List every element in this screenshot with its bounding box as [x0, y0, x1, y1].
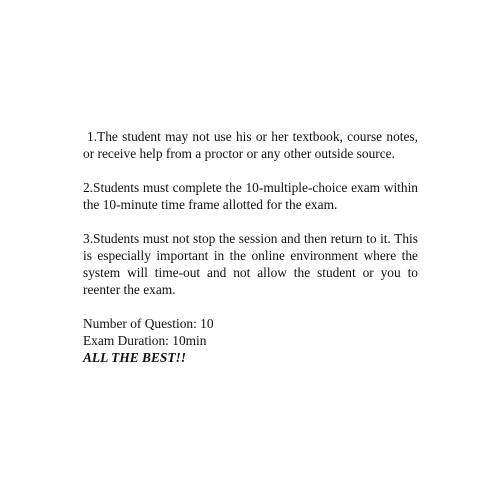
exam-instructions	[83, 128, 418, 366]
exam-duration: Exam Duration: 10min	[83, 333, 207, 348]
rule-1: 1.The student may not use his or her textbook, course notes, or receive help from a proctor or any other outside source.	[83, 129, 418, 161]
question-count: Number of Question: 10	[83, 316, 214, 331]
rule-2: 2.Students must complete the 10-multiple-choice exam within the 10-minute time frame allotted for the exam.	[83, 180, 418, 212]
rule-3: 3.Students must not stop the session and then return to it. This is especially important in the online environment where the system will time-out and not allow the student or you to reenter the exam.	[83, 231, 418, 297]
closing-message: ALL THE BEST!!	[83, 350, 186, 365]
